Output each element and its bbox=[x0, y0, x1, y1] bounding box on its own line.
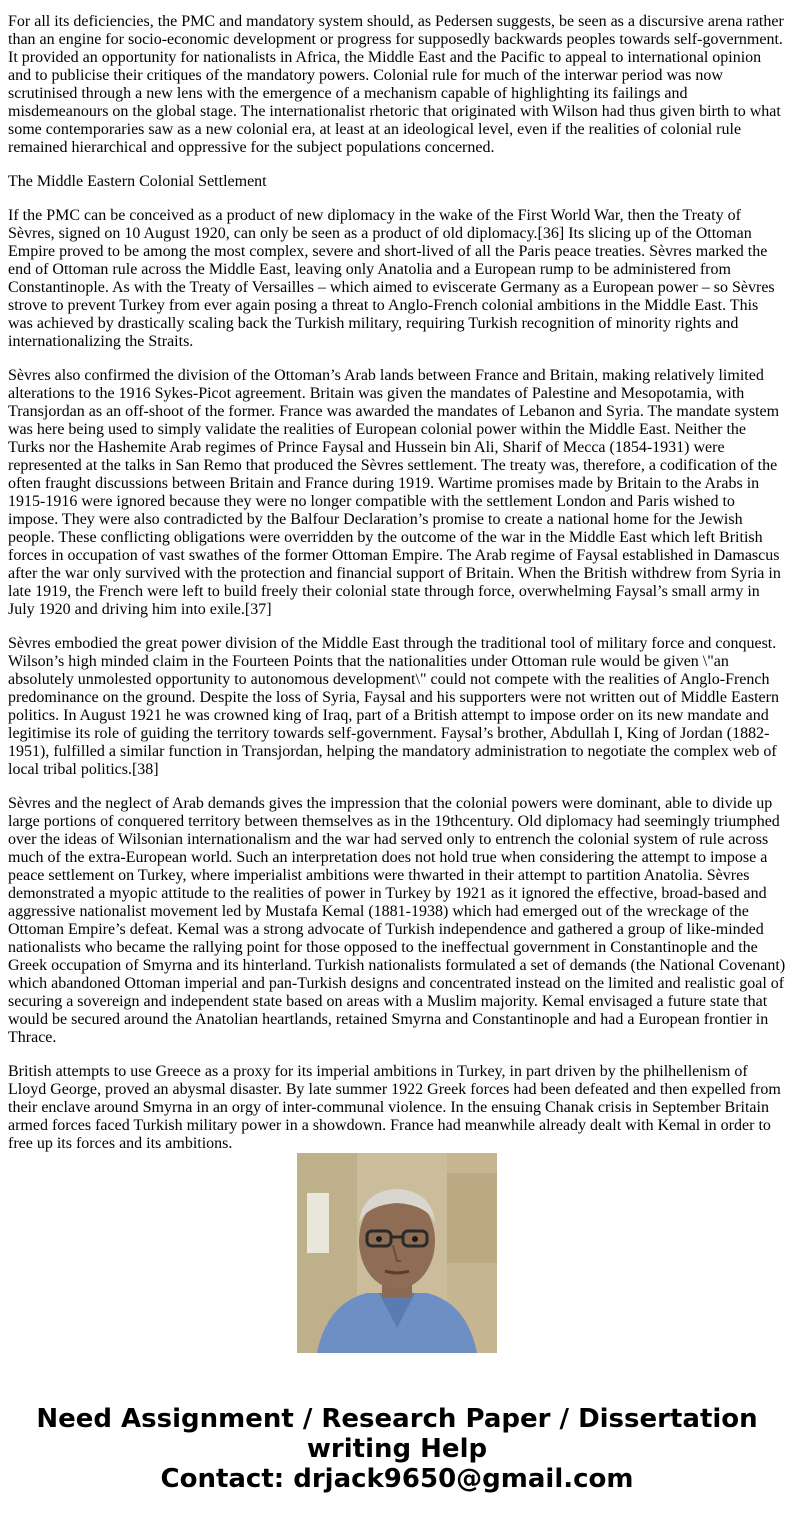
article-paragraph: Sèvres embodied the great power division of the Middle East through the traditional tool of military force and conquest. Wilson’s high minded claim in the Fourteen Points that the nationalities under Ottoman rule would be given \"an absolutely unmolested opportunity to autonomous development\" could not compete with the realities of Anglo-French predominance on the ground. Despite the loss of Syria, Faysal and his supporters were not written out of Middle Eastern politics. In August 1921 he was crowned king of Iraq, part of a British attempt to impose order on its new mandate and legitimise its role of guiding the territory towards self-government. Faysal’s brother, Abdullah I, King of Jordan (1882-1951), fulfilled a similar function in Transjordan, helping the mandatory administration to negotiate the complex web of local tribal politics.[38] bbox=[8, 635, 779, 778]
article-paragraph: For all its deficiencies, the PMC and mandatory system should, as Pedersen suggests, be seen as a discursive arena rather than an engine for socio-economic development or progress for supposedly backwards peoples towards self-government. It provided an opportunity for nationalists in Africa, the Middle East and the Pacific to appeal to international opinion and to publicise their critiques of the mandatory powers. Colonial rule for much of the interwar period was now scrutinised through a new lens with the emergence of a mechanism capable of highlighting its failings and misdemeanours on the global stage. The internationalist rhetoric that originated with Wilson had thus given birth to what some contemporaries saw as a new colonial era, at least at an ideological level, even if the realities of colonial rule remained hierarchical and oppressive for the subject populations concerned. bbox=[8, 13, 784, 156]
article-paragraph: Sèvres also confirmed the division of the Ottoman’s Arab lands between France and Britain, making relatively limited alterations to the 1916 Sykes-Picot agreement. Britain was given the mandates of Palestine and Mesopotamia, with Transjordan as an off-shoot of the former. France was awarded the mandates of Lebanon and Syria. The mandate system was here being used to simply validate the realities of European colonial power within the Middle East. Neither the Turks nor the Hashemite Arab regimes of Prince Faysal and Hussein bin Ali, Sharif of Mecca (1854-1931) were represented at the talks in San Remo that produced the Sèvres settlement. The treaty was, therefore, a codification of the often fraught discussions between Britain and France during 1919. Wartime promises made by Britain to the Arabs in 1915-1916 were ignored because they were no longer compatible with the settlement London and Paris wished to impose. They were also contradicted by the Balfour Declaration’s promise to create a national home for the Jewish people. These conflicting obligations were overridden by the outcome of the war in the Middle East which left British forces in occupation of vast swathes of the former Ottoman Empire. The Arab regime of Faysal established in Damascus after the war only survived with the protection and financial support of Britain. When the British withdrew from Syria in late 1919, the French were left to build freely their colonial state through force, overwhelming Faysal’s small army in July 1920 and driving him into exile.[37] bbox=[8, 367, 781, 618]
article-paragraph: If the PMC can be conceived as a product of new diplomacy in the wake of the First World War, then the Treaty of Sèvres, signed on 10 August 1920, can only be seen as a product of old diplomacy.[36] Its slicing up of the Ottoman Empire proved to be among the most complex, severe and short-lived of all the Paris peace treaties. Sèvres marked the end of Ottoman rule across the Middle East, leaving only Anatolia and a European rump to be administered from Constantinople. As with the Treaty of Versailles – which aimed to eviscerate Germany as a European power – so Sèvres strove to prevent Turkey from ever again posing a threat to Anglo-French colonial ambitions in the Middle East. This was achieved by drastically scaling back the Turkish military, requiring Turkish recognition of minority rights and internationalizing the Straits. bbox=[8, 207, 775, 350]
cta-line: writing Help bbox=[306, 1434, 488, 1464]
section-heading: The Middle Eastern Colonial Settlement bbox=[8, 173, 267, 190]
portrait-image bbox=[297, 1153, 497, 1353]
avatar bbox=[297, 1153, 497, 1353]
contact-banner bbox=[0, 1404, 794, 1494]
contact-email: Contact: drjack9650@gmail.com bbox=[160, 1464, 634, 1494]
article-paragraph: British attempts to use Greece as a proxy for its imperial ambitions in Turkey, in part driven by the philhellenism of Lloyd George, proved an abysmal disaster. By late summer 1922 Greek forces had been defeated and then expelled from their enclave around Smyrna in an orgy of inter-communal violence. In the ensuing Chanak crisis in September Britain armed forces faced Turkish military power in a showdown. France had meanwhile already dealt with Kemal in order to free up its forces and its ambitions. bbox=[8, 1063, 781, 1152]
cta-line: Need Assignment / Research Paper / Dissertation bbox=[36, 1404, 758, 1434]
article-paragraph: Sèvres and the neglect of Arab demands gives the impression that the colonial powers were dominant, able to divide up large portions of conquered territory between themselves as in the 19thcentury. Old diplomacy had seemingly triumphed over the ideas of Wilsonian internationalism and the war had served only to entrench the colonial system of rule across much of the extra-European world. Such an interpretation does not hold true when considering the attempt to impose a peace settlement on Turkey, where imperialist ambitions were thwarted in their attempt to partition Anatolia. Sèvres demonstrated a myopic attitude to the realities of power in Turkey by 1921 as it ignored the effective, broad-based and aggressive nationalist movement led by Mustafa Kemal (1881-1938) which had emerged out of the wreckage of the Ottoman Empire’s defeat. Kemal was a strong advocate of Turkish independence and gathered a group of like-minded nationalists who became the rallying point for those opposed to the ineffectual government in Constantinople and the Greek occupation of Smyrna and its hinterland. Turkish nationalists formulated a set of demands (the National Covenant) which abandoned Ottoman imperial and pan-Turkish designs and concentrated instead on the limited and realistic goal of securing a sovereign and independent state based on areas with a Muslim majority. Kemal envisaged a future state that would be secured around the Anatolian heartlands, retained Smyrna and Constantinople and had a European frontier in Thrace. bbox=[8, 795, 786, 1046]
article-body bbox=[8, 13, 786, 1152]
